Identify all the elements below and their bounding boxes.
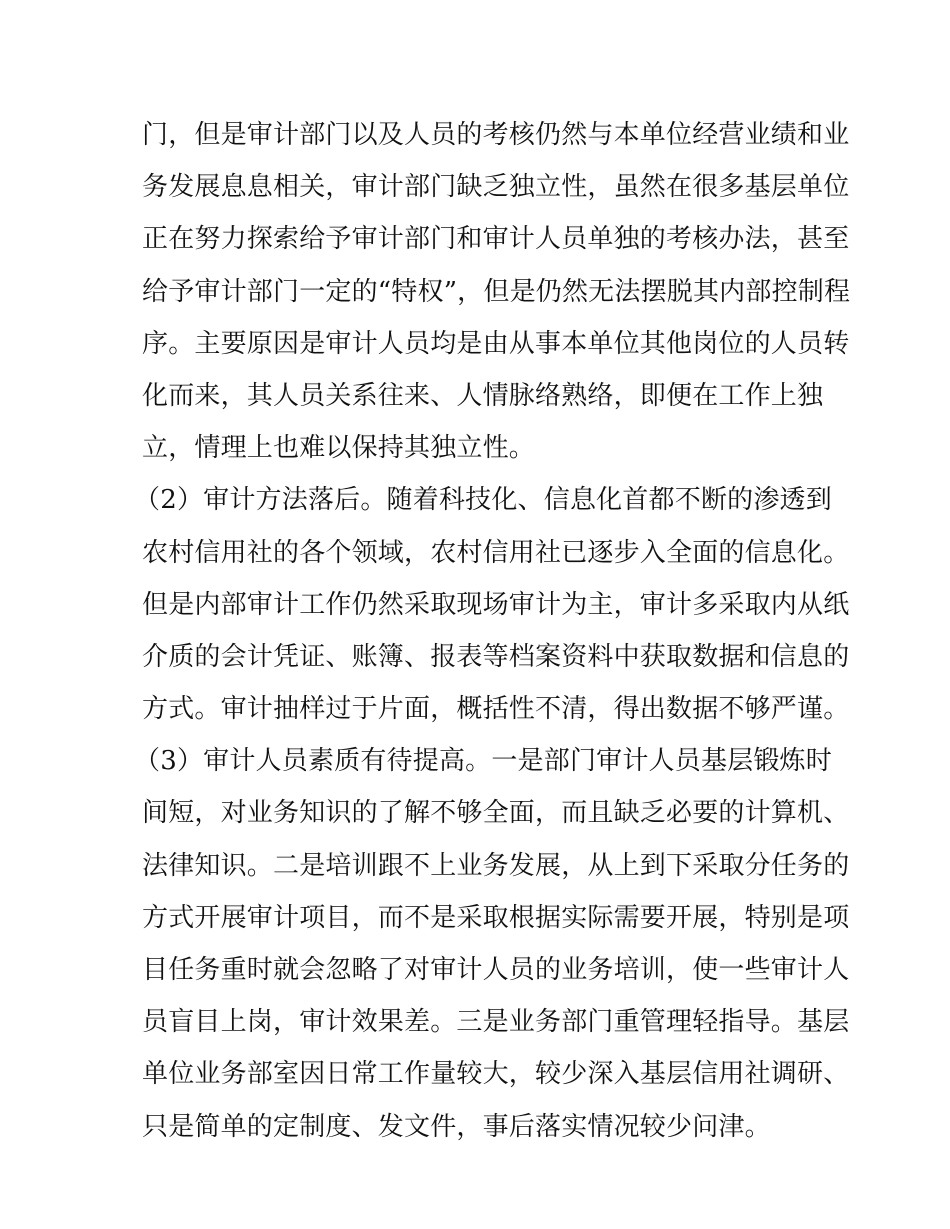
text-line: 农村信用社的各个领域，农村信用社已逐步入全面的信息化。 xyxy=(142,537,850,568)
text-line: 序。主要原因是审计人员均是由从事本单位其他岗位的人员转 xyxy=(142,328,850,359)
text-line: （2）审计方法落后。随着科技化、信息化首都不断的渗透到 xyxy=(134,485,832,516)
text-line: 给予审计部门一定的“特权”，但是仍然无法摆脱其内部控制程 xyxy=(142,276,851,307)
text-line: 方式。审计抽样过于片面，概括性不清，得出数据不够严谨。 xyxy=(142,694,850,725)
text-line: 法律知识。二是培训跟不上业务发展，从上到下采取分任务的 xyxy=(142,850,850,881)
text-line: （3）审计人员素质有待提高。一是部门审计人员基层锻炼时 xyxy=(134,746,832,777)
text-line: 立，情理上也难以保持其独立性。 xyxy=(142,433,536,464)
text-line: 正在努力探索给予审计部门和审计人员单独的考核办法，甚至 xyxy=(142,224,850,255)
text-line: 化而来，其人员关系往来、人情脉络熟络，即便在工作上独 xyxy=(142,380,824,411)
text-line: 只是简单的定制度、发文件，事后落实情况较少问津。 xyxy=(142,1111,771,1142)
text-line: 务发展息息相关，审计部门缺乏独立性，虽然在很多基层单位 xyxy=(142,172,850,203)
text-line: 员盲目上岗，审计效果差。三是业务部门重管理轻指导。基层 xyxy=(142,1007,850,1038)
text-line: 方式开展审计项目，而不是采取根据实际需要开展，特别是项 xyxy=(142,902,850,933)
text-line: 间短，对业务知识的了解不够全面，而且缺乏必要的计算机、 xyxy=(142,798,850,829)
text-line: 单位业务部室因日常工作量较大，较少深入基层信用社调研、 xyxy=(142,1059,850,1090)
text-line: 介质的会计凭证、账簿、报表等档案资料中获取数据和信息的 xyxy=(142,641,850,672)
text-line: 门，但是审计部门以及人员的考核仍然与本单位经营业绩和业 xyxy=(142,120,850,150)
body-text xyxy=(134,109,851,1153)
text-line: 但是内部审计工作仍然采取现场审计为主，审计多采取内从纸 xyxy=(142,589,850,620)
text-line: 目任务重时就会忽略了对审计人员的业务培训，使一些审计人 xyxy=(142,955,850,985)
